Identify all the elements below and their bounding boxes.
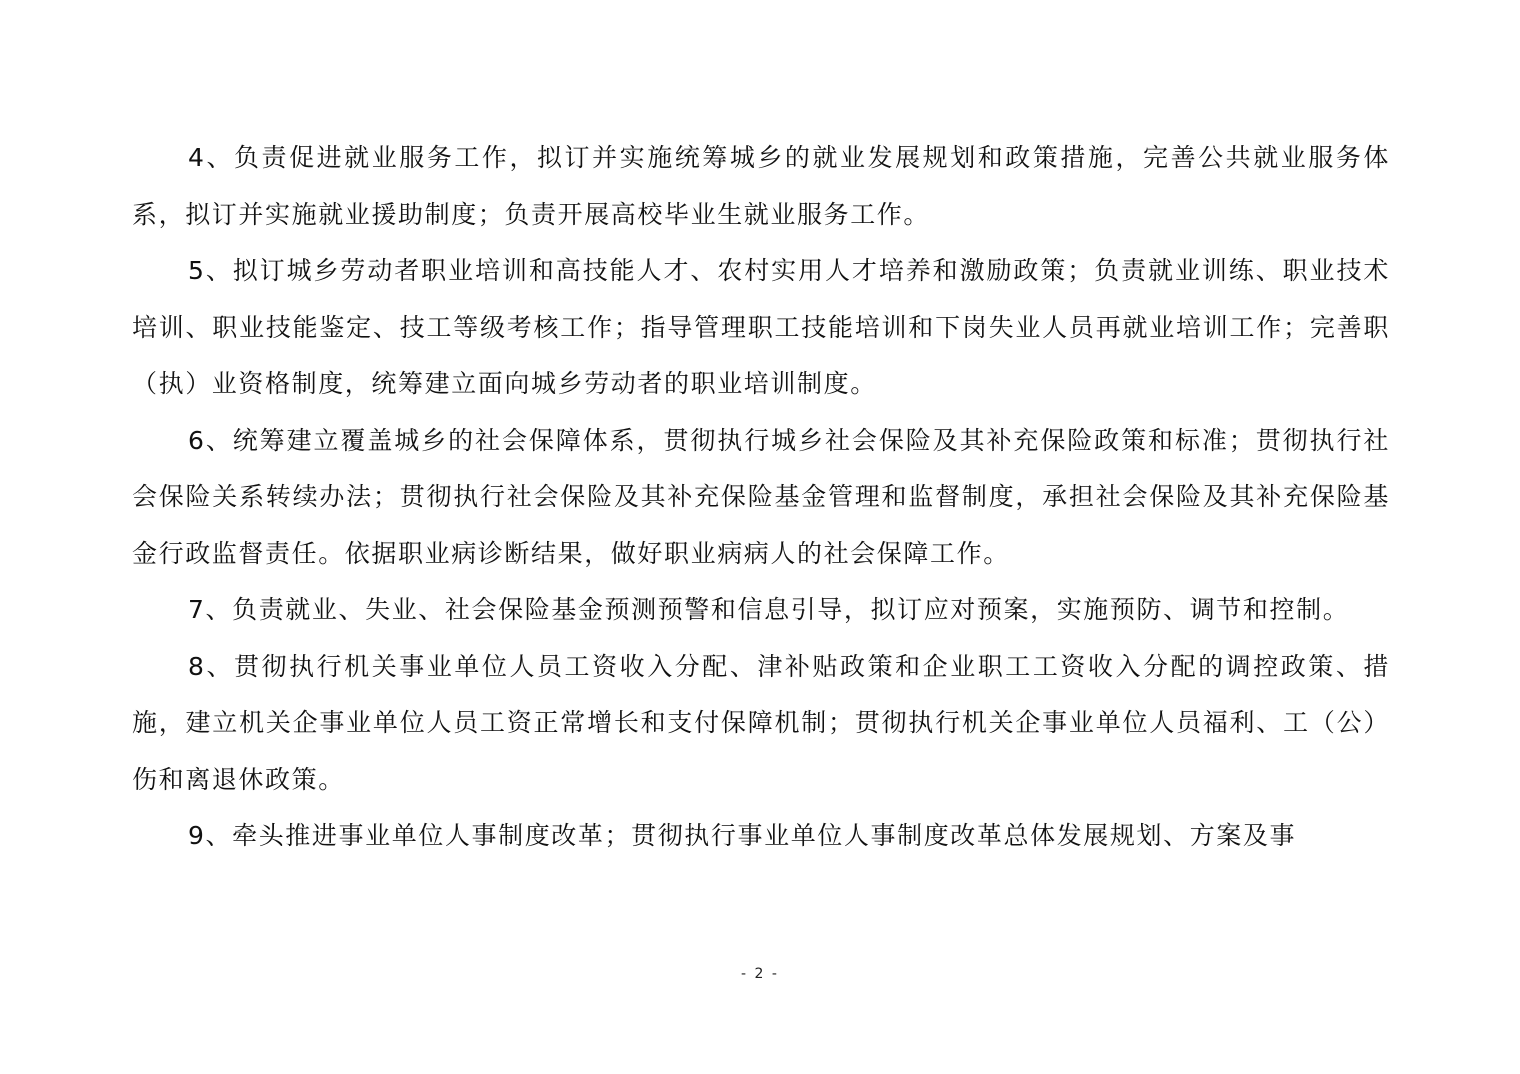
document-body <box>132 130 1390 865</box>
paragraph-item-9: 9、牵头推进事业单位人事制度改革；贯彻执行事业单位人事制度改革总体发展规划、方案及事 <box>188 821 1297 850</box>
paragraph-item-8: 8、贯彻执行机关事业单位人员工资收入分配、津补贴政策和企业职工工资收入分配的调控政策、措施，建立机关企事业单位人员工资正常增长和支付保障机制；贯彻执行机关企事业单位人员福利、工（公）伤和离退休政策。 <box>132 651 1390 794</box>
paragraph-item-4: 4、负责促进就业服务工作，拟订并实施统筹城乡的就业发展规划和政策措施，完善公共就业服务体系，拟订并实施就业援助制度；负责开展高校毕业生就业服务工作。 <box>132 143 1390 229</box>
paragraph-item-5: 5、拟订城乡劳动者职业培训和高技能人才、农村实用人才培养和激励政策；负责就业训练、职业技术培训、职业技能鉴定、技工等级考核工作；指导管理职工技能培训和下岗失业人员再就业培训工作；完善职（执）业资格制度，统筹建立面向城乡劳动者的职业培训制度。 <box>132 256 1390 398</box>
page-number: - 2 - <box>741 966 779 982</box>
paragraph-item-6: 6、统筹建立覆盖城乡的社会保障体系，贯彻执行城乡社会保险及其补充保险政策和标准；贯彻执行社会保险关系转续办法；贯彻执行社会保险及其补充保险基金管理和监督制度，承担社会保险及其补充保险基金行政监督责任。依据职业病诊断结果，做好职业病病人的社会保障工作。 <box>132 425 1390 568</box>
paragraph-item-7: 7、负责就业、失业、社会保险基金预测预警和信息引导，拟订应对预案，实施预防、调节和控制。 <box>188 595 1350 624</box>
